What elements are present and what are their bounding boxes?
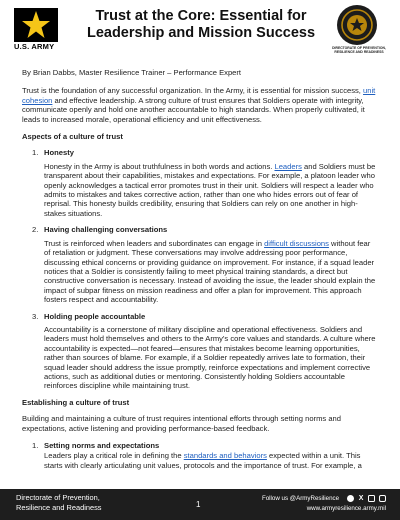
footer-org-line1: Directorate of Prevention, <box>16 493 100 502</box>
list-item <box>22 441 378 470</box>
instagram-icon[interactable] <box>379 495 386 502</box>
section-heading-establishing: Establishing a culture of trust <box>22 397 130 407</box>
standards-behaviors-link[interactable]: standards and behaviors <box>183 451 267 461</box>
list-item-body <box>44 162 378 218</box>
x-icon[interactable]: X <box>358 494 364 502</box>
directorate-seal-icon <box>336 4 378 46</box>
list-item-title: Having challenging conversations <box>44 225 168 235</box>
footer-contact <box>262 494 386 514</box>
list-item-body <box>44 239 378 305</box>
army-star-icon <box>14 8 58 42</box>
unit-cohesion-link[interactable]: unit cohesion <box>22 86 376 105</box>
list-number: 1. <box>32 148 39 158</box>
footer-org <box>16 493 101 513</box>
list-item-title: Honesty <box>44 148 74 158</box>
website-link[interactable]: www.armyresilience.army.mil <box>306 505 386 512</box>
body-text: Leaders play a critical role in defining the <box>44 451 184 461</box>
list-number: 1. <box>32 441 39 450</box>
facebook-icon[interactable] <box>347 495 354 502</box>
page-footer <box>0 489 400 520</box>
body-text: Honesty in the Army is about truthfulness in both words and actions. <box>44 161 275 171</box>
body-text-rest: and Soldiers must be transparent about their capabilities, mistakes and expectations. For example, a platoon leader who openly acknowledges a tactical error promotes trust in their unit. Soldiers will respect a leader who admits to mistakes and takes corrective action, rather than one who hides errors out of fear of reprisal. This honesty builds credibility, ensuring that Soldiers can rely on one another in high-stakes situations. <box>44 161 376 218</box>
intro-paragraph <box>22 86 378 124</box>
list-item-title: Setting norms and expectations <box>44 441 160 450</box>
page-title: Trust at the Core: Essential for Leadership and Mission Success <box>86 8 316 41</box>
leaders-link[interactable]: Leaders <box>274 161 302 171</box>
body-text-rest: without fear of retaliation or judgment. These conversations may involve addressing poor performance, discussing ethical concerns or providing guidance on improvement. For instance, if a squad leader notices that a Soldier is consistently failing to meet physical training standards, a direct but constructive conversation is necessary. Instead of avoiding the issue, the leader should explain the impact of subpar fitness on mission readiness and offer a plan for improvement. This approach fosters respect and accountability. <box>44 238 376 305</box>
page-header <box>0 0 400 58</box>
body-text-rest: expected within a unit. This starts with clearly articulating unit values, protocols and the importance of trust. For example, a <box>44 451 362 470</box>
list-item-body: Accountability is a cornerstone of military discipline and operational effectiveness. Soldiers and leaders must hold themselves and others to the Army's core values and standards. A culture where accountability is expected—not feared—ensures that mistakes become learning opportunities, rather than sources of blame. For example, if a Soldier repeatedly arrives late to formation, their squad leader should address the issue promptly, reinforce expectations and implement corrective actions, such as additional duties or mentoring. Consistently holding Soldiers accountable reinforces discipline while maintaining trust. <box>44 324 376 391</box>
list-item <box>22 225 378 304</box>
footer-org-line2: Resilience and Readiness <box>16 503 102 512</box>
byline: By Brian Dabbs, Master Resilience Trainer – Performance Expert <box>22 68 242 77</box>
list-item-body <box>44 451 378 470</box>
linkedin-icon[interactable] <box>368 495 375 502</box>
intro-text-rest: and effective leadership. A strong culture of trust ensures that Soldiers operate with integrity, communicate openly and hold one another accountable to high standards. When properly cultivated, it leads to increased morale, operational efficiency and unit effectiveness. <box>22 95 365 124</box>
article-body <box>22 68 378 477</box>
list-number: 2. <box>32 225 39 235</box>
list-item-title: Holding people accountable <box>44 311 146 321</box>
list-item <box>22 148 378 218</box>
us-army-logo <box>14 8 58 52</box>
seal-caption: DIRECTORATE OF PREVENTION, RESILIENCE AND READINESS <box>332 46 386 54</box>
list-number: 3. <box>32 311 39 321</box>
intro-text: Trust is the foundation of any successful organization. In the Army, it is essential for mission success, <box>22 86 364 96</box>
section-intro: Building and maintaining a culture of trust requires intentional efforts through setting norms and expectations, active listening and providing performance-based feedback. <box>22 414 341 433</box>
section-heading-aspects: Aspects of a culture of trust <box>22 132 123 142</box>
follow-text: Follow us @ArmyResilience <box>261 495 340 502</box>
difficult-discussions-link[interactable]: difficult discussions <box>264 238 329 248</box>
list-item <box>22 312 378 391</box>
body-text: Trust is reinforced when leaders and subordinates can engage in <box>44 238 265 248</box>
page-number: 1 <box>196 500 201 509</box>
army-wordmark: U.S. ARMY <box>14 42 55 51</box>
